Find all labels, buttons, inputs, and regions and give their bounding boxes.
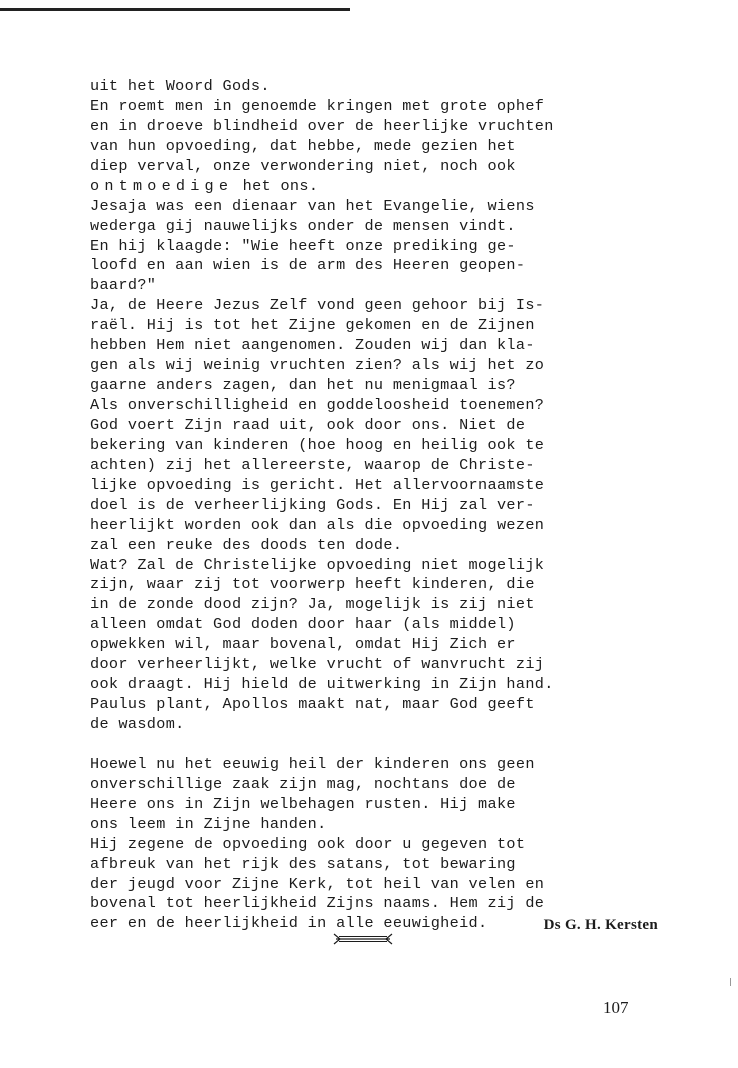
text-line: doel is de verheerlijking Gods. En Hij zal ver- [90,495,535,514]
text-line: bovenal tot heerlijkheid Zijns naams. Hem zij de [90,894,545,913]
text-line: uit het Woord Gods. [90,77,270,95]
text-line: van hun opvoeding, dat hebbe, mede gezien het [90,136,516,155]
text-line: in de zonde dood zijn? Ja, mogelijk is zij niet [90,595,535,614]
text-line: zal een reuke des doods ten dode. [90,535,403,554]
text-line: diep verval, onze verwondering niet, noch ook [90,156,516,175]
text-line: loofd en aan wien is de arm des Heeren geopen- [90,256,526,275]
text-line: Wat? Zal de Christelijke opvoeding niet mogelijk [90,555,545,574]
text-line: En roemt men in genoemde kringen met grote ophef [90,96,545,115]
text-line: ons leem in Zijne handen. [90,814,327,833]
text-line: wederga gij nauwelijks onder de mensen vindt. [90,216,516,235]
text-line: gen als wij weinig vruchten zien? als wij het zo [90,356,545,375]
text-line: en in droeve blindheid over de heerlijke vruchten [90,116,554,135]
edge-mark [730,978,731,986]
text-line: der jeugd voor Zijne Kerk, tot heil van velen en [90,874,545,893]
text-line: heerlijkt worden ook dan als die opvoeding wezen [90,515,545,534]
text-line: opwekken wil, maar bovenal, omdat Hij Zich er [90,635,516,654]
text-line: raël. Hij is tot het Zijne gekomen en de Zijnen [90,316,535,335]
text-line: ook draagt. Hij hield de uitwerking in Zijn hand. [90,675,554,694]
text-line: Hoewel nu het eeuwig heil der kinderen ons geen [90,754,535,773]
text-line: lijke opvoeding is gericht. Het allervoornaamste [90,475,545,494]
text-line: eer en de heerlijkheid in alle eeuwigheid. [90,914,488,933]
text-line: Jesaja was een dienaar van het Evangelie, wiens [90,196,535,215]
text-line: zijn, waar zij tot voorwerp heeft kinderen, die [90,575,535,594]
body-text [90,77,710,934]
text-line: Als onverschilligheid en goddeloosheid toenemen? [90,396,545,414]
text-line: En hij klaagde: "Wie heeft onze prediking ge- [90,236,516,255]
text-line: Paulus plant, Apollos maakt nat, maar God geeft [90,695,535,714]
text-line: door verheerlijkt, welke vrucht of wanvrucht zij [90,655,545,674]
text-line: gaarne anders zagen, dan het nu menigmaal is? [90,376,516,395]
text-line: Heere ons in Zijn welbehagen rusten. Hij make [90,794,516,813]
text-line: baard?" [90,276,157,295]
spaced-word: ontmoedige [90,176,234,195]
top-rule [0,8,350,11]
page-number: 107 [603,998,629,1017]
paragraph-gap [90,735,710,755]
ornament-divider [333,932,393,946]
text-line: ontmoedige het ons. [90,176,319,195]
text-line: hebben Hem niet aangenomen. Zouden wij dan kla- [90,336,535,355]
text-line: Hij zegene de opvoeding ook door u gegeven tot [90,834,526,853]
text-line: alleen omdat God doden door haar (als middel) [90,615,516,634]
text-line: afbreuk van het rijk des satans, tot bewaring [90,854,516,873]
text-line: achten) zij het allereerste, waarop de Christe- [90,455,535,474]
text-line: onverschillige zaak zijn mag, nochtans doe de [90,774,516,793]
text-line: de wasdom. [90,715,185,733]
text-line: God voert Zijn raad uit, ook door ons. Niet de [90,415,526,434]
text-line: bekering van kinderen (hoe hoog en heilig ook te [90,435,545,454]
signature: Ds G. H. Kersten [543,917,658,933]
text-line: Ja, de Heere Jezus Zelf vond geen gehoor bij Is- [90,296,545,315]
